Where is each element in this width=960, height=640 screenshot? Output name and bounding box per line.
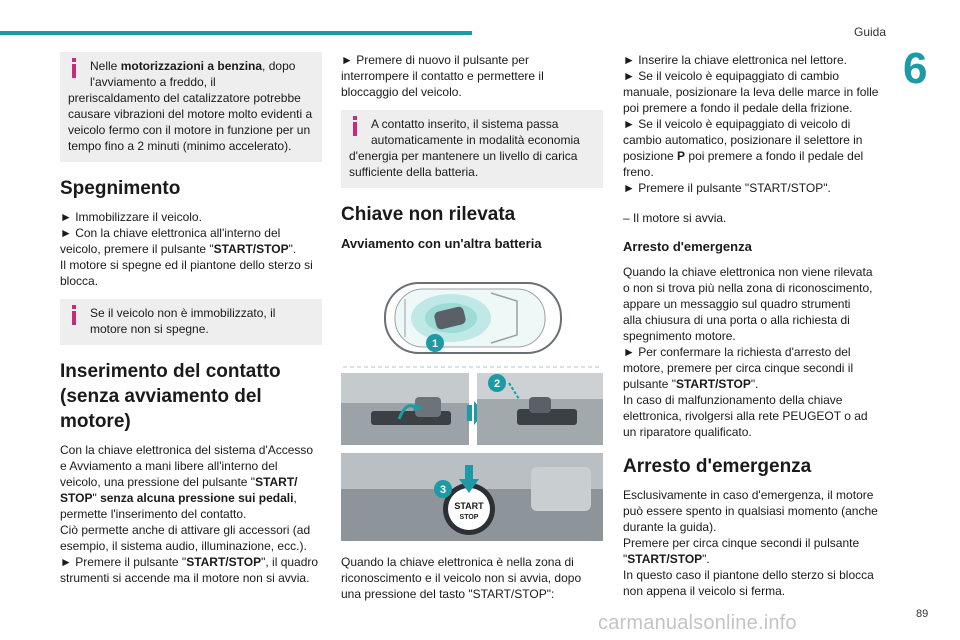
info-note: Nelle motorizzazioni a benzina, dopo l'avviamento a freddo, il preriscaldamento del catalizzatore potrebbe causare vibrazioni del motore molto evidenti a veicolo fermo con il motore in funzione per un tempo fino a 2 minuti (minimo accelerato). bbox=[60, 52, 322, 162]
paragraph: Quando la chiave elettronica non viene rilevata o non si trova più nella zona di riconoscimento, appare un messaggio sul quadro strumenti alla chiusura di una porta o alla richiesta di spegnimento motore. ► Per confermare la richiesta d'arresto del motore, premere per circa cinque secondi il pulsante "START/STOP". In caso di malfunzionamento della chiave elettronica, rivolgersi alla rete PEUGEOT o ad un riparatore qualificato. bbox=[623, 265, 873, 439]
paragraph: Esclusivamente in caso d'emergenza, il motore può essere spento in qualsiasi momento (anche durante la guida). Premere per circa cinque secondi il pulsante "START/STOP". In questo caso il piantone dello sterzo si blocca non appena il veicolo si ferma. bbox=[623, 488, 878, 598]
section-title: Guida bbox=[854, 25, 887, 39]
key-insert-photo bbox=[477, 373, 603, 445]
paragraph: ► Premere di nuovo il pulsante per interrompere il contatto e permettere il bloccaggio del veicolo. bbox=[341, 53, 544, 99]
illustration bbox=[341, 271, 603, 541]
heading-avviamento: Avviamento con un'altra batteria bbox=[341, 236, 542, 251]
paragraph: Quando la chiave elettronica è nella zona di riconoscimento e il veicolo non si avvia, dopo una pressione del tasto "START/STOP": bbox=[341, 555, 582, 601]
info-note: A contatto inserito, il sistema passa automaticamente in modalità economia d'energia per mantenere un livello di carica sufficiente della batteria. bbox=[341, 110, 603, 188]
car-top-view-image bbox=[385, 283, 561, 353]
svg-text:STOP: STOP bbox=[459, 514, 479, 521]
arrow-icon bbox=[467, 405, 472, 421]
heading-spegnimento: Spegnimento bbox=[60, 178, 181, 199]
info-note: Se il veicolo non è immobilizzato, il motore non si spegne. bbox=[60, 299, 322, 345]
paragraph: ► Immobilizzare il veicolo. ► Con la chiave elettronica all'interno del veicolo, premere il pulsante "START/STOP". Il motore si spegne ed il piantone dello sterzo si blocca. bbox=[60, 210, 313, 288]
column-2 bbox=[341, 52, 603, 612]
svg-text:3: 3 bbox=[439, 484, 447, 496]
svg-text:START: START bbox=[454, 501, 484, 511]
heading-arresto-emergenza: Arresto d'emergenza bbox=[623, 239, 752, 254]
paragraph: Con la chiave elettronica del sistema d'Accesso e Avviamento a mani libere all'interno del veicolo, una pressione del pulsante "START/ STOP" senza alcuna pressione sui pedali, permette l'inserimento del contatto. Ciò permette anche di attivare gli accessori (ad esempio, il sistema audio, illuminazione, ecc.). ► Premere il pulsante "START/STOP", il quadro strumenti si accende ma il motore non si avvia. bbox=[60, 443, 319, 585]
paragraph: ► Inserire la chiave elettronica nel lettore. ► Se il veicolo è equipaggiato di cambio manuale, posizionare la leva delle marce in folle poi premere a fondo il pedale della frizione. ► Se il veicolo è equipaggiato di veicolo di cambio automatico, posizionare il selettore in posizione P poi premere a fondo il pedale del freno. ► Premere il pulsante "START/STOP". bbox=[623, 53, 879, 195]
column-1 bbox=[60, 52, 322, 596]
start-stop-photo bbox=[341, 453, 603, 541]
header-accent-bar bbox=[0, 31, 472, 35]
info-icon bbox=[67, 57, 81, 79]
info-icon bbox=[348, 115, 362, 137]
heading-arresto-emergenza-main: Arresto d'emergenza bbox=[623, 456, 812, 477]
info-icon bbox=[67, 304, 81, 326]
key-slot-photo bbox=[341, 373, 469, 445]
column-3 bbox=[623, 52, 885, 609]
page-number: 89 bbox=[916, 608, 929, 620]
svg-text:1: 1 bbox=[431, 338, 439, 350]
heading-inserimento: Inserimento del contatto (senza avviamento del motore) bbox=[60, 361, 281, 432]
watermark: carmanualsonline.info bbox=[598, 612, 797, 634]
chapter-number: 6 bbox=[903, 44, 928, 93]
heading-chiave-non-rilevata: Chiave non rilevata bbox=[341, 204, 516, 225]
svg-text:2: 2 bbox=[493, 378, 501, 390]
paragraph: – Il motore si avvia. bbox=[623, 211, 727, 225]
